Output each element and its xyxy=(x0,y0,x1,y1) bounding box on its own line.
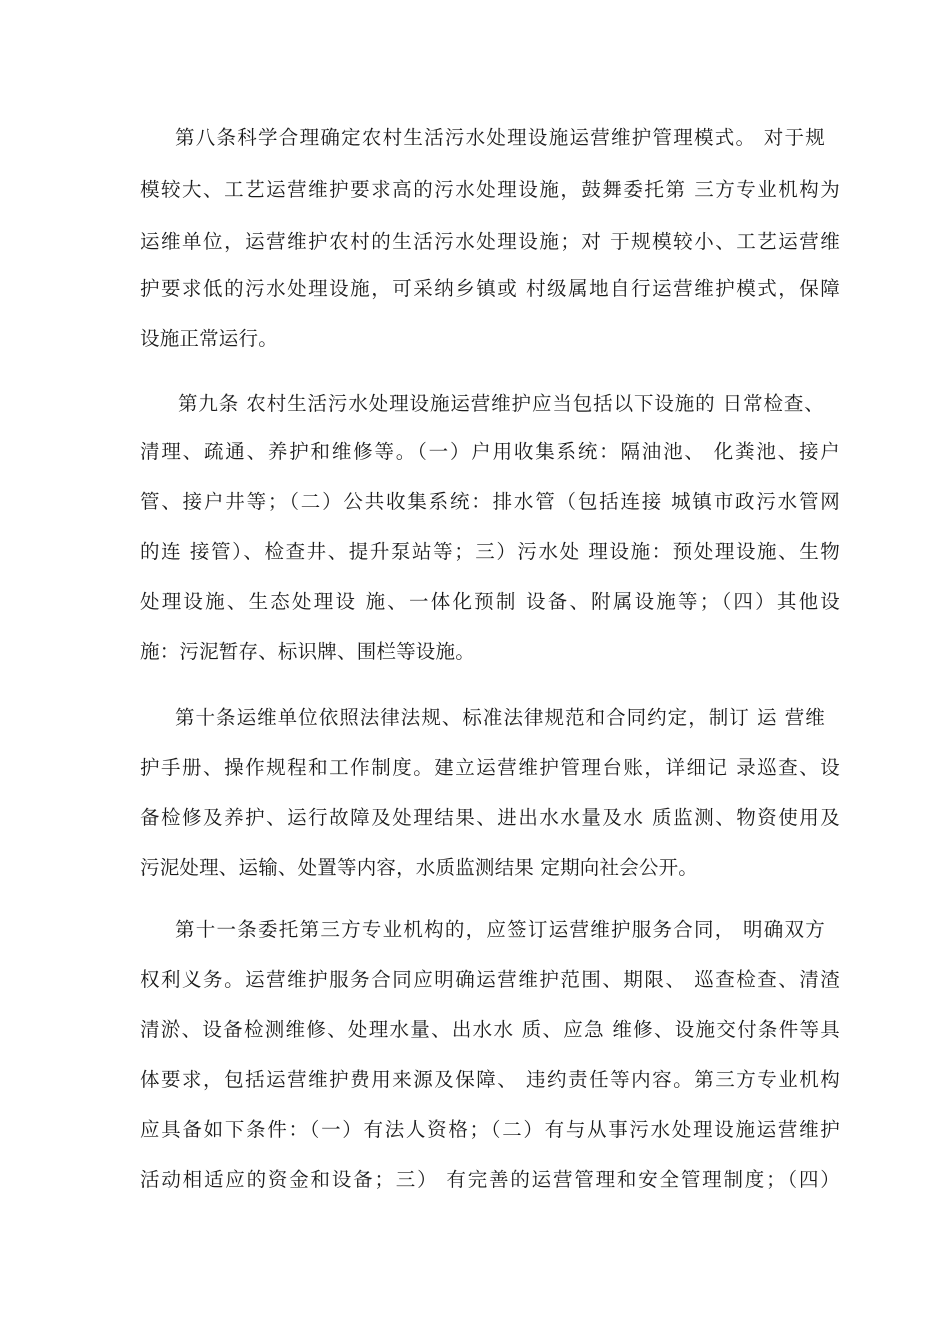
paragraph-line: 设施正常运行。 xyxy=(140,327,278,350)
paragraph-line: 管、接户井等；（二）公共收集系统：排水管（包括连接 城镇市政污水管网 xyxy=(140,490,840,513)
paragraph-line: 清淤、设备检测维修、处理水量、出水水 质、应急 维修、设施交付条件等具 xyxy=(140,1018,840,1041)
paragraph-line: 备检修及养护、运行故障及处理结果、进出水水量及水 质监测、物资使用及 xyxy=(140,806,840,829)
paragraph-line: 清理、疏通、养护和维修等。（一）户用收集系统：隔油池、 化粪池、接户 xyxy=(140,440,840,463)
paragraph-line: 污泥处理、运输、处置等内容，水质监测结果 定期向社会公开。 xyxy=(140,856,698,879)
paragraph-line: 处理设施、生态处理设 施、一体化预制 设备、附属设施等；（四）其他设 xyxy=(140,590,840,613)
paragraph-line: 权利义务。运营维护服务合同应明确运营维护范围、期限、 巡查检查、清渣 xyxy=(140,968,840,991)
paragraph-line: 体要求，包括运营维护费用来源及保障、 违约责任等内容。第三方专业机构 xyxy=(140,1068,840,1091)
paragraph-line: 的连 接管）、检查井、提升泵站等；三）污水处 理设施：预处理设施、生物 xyxy=(140,540,840,563)
paragraph-line: 活动相适应的资金和设备；三） 有完善的运营管理和安全管理制度；（四） xyxy=(140,1168,840,1191)
paragraph-line: 第十条运维单位依照法律法规、标准法律规范和合同约定，制订 运 营维 xyxy=(175,706,825,729)
paragraph-line: 应具备如下条件：（一）有法人资格；（二）有与从事污水处理设施运营维护 xyxy=(140,1118,840,1141)
paragraph-line: 护手册、操作规程和工作制度。建立运营维护管理台账，详细记 录巡查、设 xyxy=(140,756,840,779)
paragraph-line: 第九条 农村生活污水处理设施运营维护应当包括以下设施的 日常检查、 xyxy=(178,392,824,415)
paragraph-line: 模较大、工艺运营维护要求高的污水处理设施，鼓舞委托第 三方专业机构为 xyxy=(140,178,840,201)
paragraph-line: 第八条科学合理确定农村生活污水处理设施运营维护管理模式。 对于规 xyxy=(175,126,825,149)
paragraph-line: 施：污泥暂存、标识牌、围栏等设施。 xyxy=(140,640,475,663)
paragraph-line: 运维单位，运营维护农村的生活污水处理设施；对 于规模较小、工艺运营维 xyxy=(140,230,840,253)
paragraph-line: 护要求低的污水处理设施，可采纳乡镇或 村级属地自行运营维护模式，保障 xyxy=(140,277,840,300)
paragraph-line: 第十一条委托第三方专业机构的，应签订运营维护服务合同， 明确双方 xyxy=(175,918,825,941)
